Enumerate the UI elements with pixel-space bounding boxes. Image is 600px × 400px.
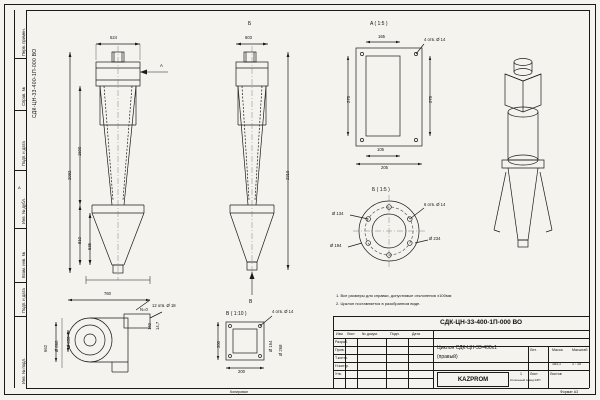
tb-role-4: Утв. (335, 372, 342, 376)
tb-mass-value: 183,1 (552, 362, 561, 366)
dim-v-side-a: Ø 164 (268, 340, 273, 352)
format-label: Формат A3 (560, 390, 579, 394)
tb-col-docum: № докум. (362, 332, 378, 336)
tb-role-1: Пров. (335, 348, 345, 352)
tb-col-data: Дата (412, 332, 420, 336)
note-a-holes: 4 отв. Ø 14 (424, 37, 446, 42)
dim-side-total: 2210 (285, 170, 290, 180)
sheet-code-vertical: СДК-ЦН-33-400-1П-000 ВО (32, 48, 38, 118)
tb-v1 (345, 338, 346, 388)
company-sub: Котельный завод КЗП (510, 378, 541, 382)
tb-row4 (333, 354, 433, 355)
tb-sheet-label: Лист (530, 372, 538, 376)
dim-fan-width: 760 (104, 291, 111, 296)
tb-left (333, 316, 334, 388)
tb-row1 (333, 330, 589, 331)
tb-scale-label: Масштаб (572, 348, 588, 352)
detail-v-label: В ( 1:10 ) (226, 311, 247, 317)
tb-drawing-code: СДК-ЦН-33-400-1П-000 ВО (440, 319, 523, 326)
tb-sheets-label: Листов (550, 372, 562, 376)
view-b-label: Б (248, 21, 252, 27)
tb-row-right (433, 362, 589, 363)
label-fan-n: N=0 (140, 307, 148, 312)
row-marker-a: A (18, 185, 21, 190)
tb-mass-label: Масса (552, 348, 563, 352)
dim-a-inner-width: 165 (378, 34, 385, 39)
company-logo: KAZPROM (437, 372, 509, 387)
margin-label-3: Инв. № дубл. (21, 198, 26, 224)
dim-b-d3: Ø 234 (429, 236, 441, 241)
dim-front-top-width: 524 (110, 35, 117, 40)
dim-v-side-b: Ø 268 (278, 344, 283, 356)
tb-scale-value: 1 : 15 (572, 362, 581, 366)
tb-lit-label: Лит. (530, 348, 537, 352)
tb-v4 (408, 338, 409, 388)
tb-product-name: Циклон СДК-ЦН-33-400х1 (437, 345, 497, 351)
section-arrow-a-label: A (160, 63, 163, 68)
dim-fan-total: 662 (43, 345, 48, 352)
tb-row7 (333, 378, 433, 379)
dim-front-cone-height: 810 (77, 237, 82, 244)
tb-col-izm: Изм (336, 332, 343, 336)
margin-label-1: Справ. № (21, 87, 26, 106)
dim-fan-left-h2: Ø 860 (54, 340, 59, 352)
note-v-holes: 4 отв. Ø 14 (272, 309, 294, 314)
margin-label-6: Инв. № подл. (21, 357, 26, 384)
margin-label-4: Взам. инв. № (21, 252, 26, 278)
dim-side-top-width: 603 (245, 35, 252, 40)
note-item-2: 2. Циклон поставляется в разобранном виде. (336, 301, 421, 306)
dim-a-bottom-small: 105 (377, 147, 384, 152)
tb-v3 (386, 338, 387, 388)
tb-v7 (548, 346, 549, 370)
section-arrow-v-label: В (249, 299, 253, 305)
tb-col-list: Лист (347, 332, 355, 336)
dim-fan-inner: 140 (147, 323, 152, 330)
note-item-1: 1. Все размеры для справки, допустимые отклонения ±100мм (336, 293, 452, 298)
tb-v5 (433, 330, 434, 388)
tb-row2 (333, 338, 589, 339)
tb-row5 (333, 362, 433, 363)
dim-a-height-left: 275 (346, 96, 351, 103)
dim-a-bottom-large: 205 (381, 165, 388, 170)
detail-a-label: A ( 1:5 ) (370, 21, 388, 27)
margin-label-0: Перв. примен. (21, 28, 26, 56)
note-b-holes: 6 отв. Ø 14 (424, 202, 446, 207)
tb-sheet-value: 1 (520, 372, 522, 376)
dim-front-total: 2092 (67, 170, 72, 180)
dim-fan-left-h1: Ø 450 (66, 336, 71, 348)
tb-role-3: Н.контр. (335, 364, 349, 368)
margin-label-5: Подп. и дата (21, 288, 26, 313)
dim-fan-small: 14,7 (155, 321, 160, 330)
tb-top (333, 316, 589, 317)
tb-row6 (333, 370, 589, 371)
tb-v2 (357, 338, 358, 388)
dim-v-height: 200 (216, 341, 221, 348)
dim-front-cone-small: 535 (87, 243, 92, 250)
dim-a-height-right: 275 (428, 96, 433, 103)
dim-v-width: 200 (238, 369, 245, 374)
note-fan-holes: 12 отв. Ø 18 (152, 303, 176, 308)
tb-product-name2: (правый) (437, 354, 458, 360)
dim-front-body-height: 1500 (77, 146, 82, 156)
dim-b-d2: Ø 194 (330, 243, 342, 248)
detail-b-label: Б ( 1:5 ) (372, 187, 390, 193)
margin-label-2: Подп. и дата (21, 141, 26, 166)
tb-col-podp: Подп. (390, 332, 400, 336)
tb-v9 (548, 370, 549, 388)
dim-b-d1: Ø 134 (332, 211, 344, 216)
tb-role-0: Разраб. (335, 340, 348, 344)
tb-role-2: Т.контр. (335, 356, 349, 360)
copied-label: Копировал (230, 390, 249, 394)
tb-v6 (528, 346, 529, 370)
